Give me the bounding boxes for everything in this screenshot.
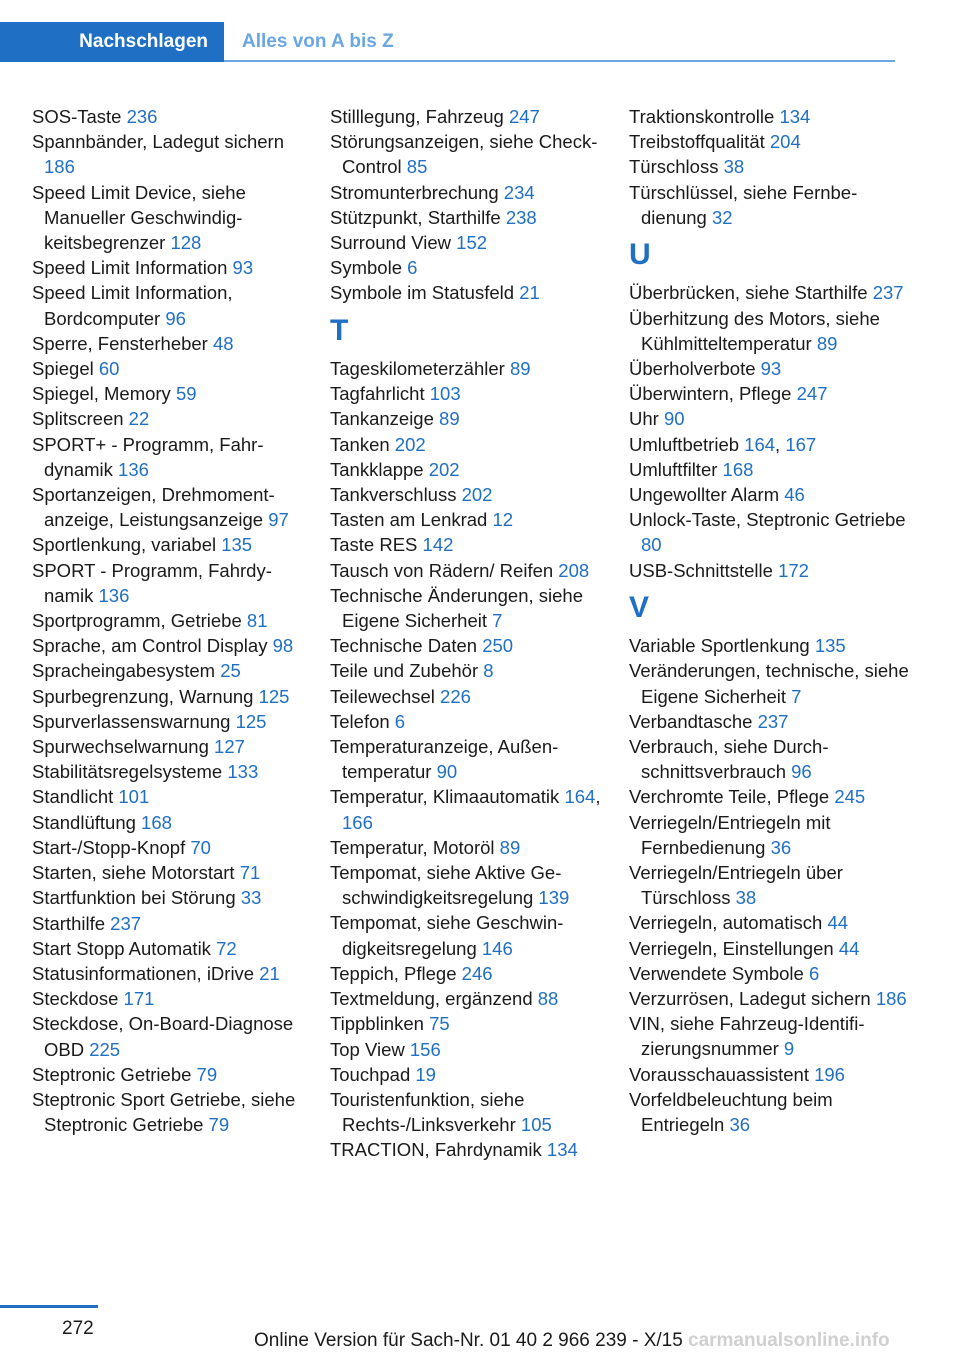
page-reference-link[interactable]: 237	[110, 912, 142, 934]
index-entry	[32, 432, 312, 482]
index-entry-term: Start Stopp Automatik	[32, 937, 217, 959]
page-reference-link[interactable]: 135	[814, 635, 846, 657]
index-entry-term: Startfunktion bei Störung	[32, 887, 241, 909]
page-reference-link[interactable]: 156	[409, 1038, 441, 1060]
page-reference-link[interactable]: 97	[268, 509, 289, 531]
index-entry-term: Stromunterbrechung	[330, 181, 504, 203]
index-entry-term: Stabilitätsregelsysteme	[32, 761, 228, 783]
page-reference-link[interactable]: 238	[505, 206, 537, 228]
index-entry-term: Top View	[330, 1038, 410, 1060]
index-entry	[32, 331, 312, 356]
index-entry	[330, 684, 615, 709]
index-entry-term: Verbrauch, siehe Durchschnittsverbrauch	[629, 736, 829, 783]
index-entry-term: Ungewollter Alarm	[629, 484, 785, 506]
index-entry	[629, 784, 909, 809]
page-reference-link[interactable]: 168	[141, 811, 172, 833]
index-entry-term: Steptronic Getriebe	[32, 1063, 197, 1085]
index-entry	[32, 784, 312, 809]
page-reference-link[interactable]: 25	[220, 660, 241, 682]
index-entry	[32, 633, 312, 658]
index-entry	[32, 1011, 312, 1061]
page-reference-link[interactable]: 21	[519, 282, 540, 304]
index-entry	[32, 810, 312, 835]
index-entry: Temperatur, Klimaautomatik 164, 166	[330, 786, 601, 833]
page-reference-link[interactable]: 204	[769, 131, 801, 153]
index-column-2	[330, 104, 615, 1163]
page-reference-link[interactable]: 134	[779, 106, 811, 127]
page-reference-link[interactable]: 236	[126, 106, 158, 127]
index-entry	[330, 255, 615, 280]
page-reference-link[interactable]: 186	[44, 156, 75, 178]
page-reference-link[interactable]: 8	[483, 660, 494, 682]
index-entry	[330, 482, 615, 507]
index-entry-term: Teppich, Pflege	[330, 962, 462, 984]
page-reference-link[interactable]: 89	[816, 332, 838, 354]
index-entry-term: Temperatur, Klimaautomatik	[330, 786, 565, 808]
index-entry-term: Vorausschauassistent	[629, 1063, 815, 1085]
index-entry-term: Starten, siehe Motorstart	[32, 862, 240, 884]
index-entry-term: Verwendete Symbole	[629, 962, 809, 984]
index-entry	[32, 759, 312, 784]
index-entry	[629, 280, 909, 305]
index-entry	[32, 658, 312, 683]
page-reference-link[interactable]: 6	[808, 962, 820, 984]
index-entry	[32, 911, 312, 936]
index-entry	[32, 104, 312, 129]
index-entry	[32, 406, 312, 431]
index-entry: Umluftbetrieb 164, 167	[629, 433, 817, 455]
index-entry	[629, 658, 909, 708]
page-reference-link[interactable]: 247	[508, 106, 540, 127]
index-letter-heading: U	[629, 238, 651, 272]
index-entry	[330, 532, 615, 557]
index-entry-term: Umluftfilter	[629, 458, 723, 480]
index-entry-term: Technische Änderungen, siehe Eigene Sicherheit	[330, 584, 584, 632]
index-entry	[330, 1062, 615, 1087]
page-reference-link[interactable]: 38	[723, 156, 745, 178]
page-reference-link[interactable]: 36	[729, 1114, 751, 1136]
index-entry-term: Tageskilometerzähler	[330, 358, 510, 380]
index-entry-term: Touchpad	[330, 1063, 416, 1085]
index-entry-term: Traktionskontrolle	[629, 106, 780, 127]
index-entry	[32, 129, 312, 179]
index-entry-term: Verbandtasche	[629, 710, 758, 732]
subsection-tab[interactable]: Alles von A bis Z	[242, 31, 394, 52]
page-reference-link[interactable]: 136	[118, 458, 149, 480]
page-reference-link[interactable]: 250	[482, 635, 514, 657]
page-reference-link[interactable]: 79	[196, 1063, 218, 1085]
index-entry-term: Türschlüssel, siehe Fernbedienung	[629, 181, 858, 228]
page-reference-link[interactable]: 19	[415, 1063, 436, 1085]
index-entry-term: Überbrücken, siehe Starthilfe	[629, 282, 873, 304]
index-entry-term: Symbole im Statusfeld	[330, 282, 520, 304]
index-entry-term: Speed Limit Information, Bordcomputer	[32, 282, 233, 329]
index-entry-term: USB-Schnittstelle	[629, 559, 779, 581]
index-entry-term: Technische Daten	[330, 635, 483, 657]
index-entry	[330, 205, 615, 230]
index-entry	[629, 1062, 909, 1087]
page-reference-link[interactable]: 7	[492, 610, 503, 632]
index-entry	[330, 961, 615, 986]
page-reference-link[interactable]: 125	[258, 685, 290, 707]
index-entry	[330, 734, 615, 784]
index-entry	[629, 482, 909, 507]
index-entry-term: VIN, siehe Fahrzeug-Identifizierungsnummer	[629, 1013, 865, 1060]
index-entry-term: Verriegeln, Einstellungen	[629, 937, 839, 959]
index-entry	[629, 734, 909, 784]
index-entry-term: Tankanzeige	[330, 408, 440, 430]
index-entry	[330, 432, 615, 457]
page-reference-link[interactable]: 48	[212, 332, 234, 354]
page-reference-link[interactable]: 75	[429, 1013, 450, 1035]
index-entry-term: Starthilfe	[32, 912, 111, 934]
index-entry-term: Steptronic Sport Getriebe, siehe Steptronic Getriebe	[32, 1088, 296, 1136]
index-entry	[629, 1011, 909, 1061]
page-reference-link[interactable]: 96	[791, 761, 812, 783]
page-reference-link[interactable]: 89	[439, 408, 460, 430]
index-entry	[330, 507, 615, 532]
index-entry-term: Sportprogramm, Getriebe	[32, 610, 247, 632]
page-reference-link[interactable]: 7	[791, 685, 802, 707]
index-entry	[629, 356, 909, 381]
index-entry-term: Symbole	[330, 257, 408, 279]
index-entry	[330, 910, 615, 960]
index-entry-term: Touristenfunktion, siehe Rechts-/Linksverkehr	[330, 1088, 525, 1136]
page-reference-link[interactable]: 133	[227, 761, 259, 783]
index-entry-term: Standlüftung	[32, 811, 142, 833]
index-entry	[32, 885, 312, 910]
page-reference-link[interactable]: 59	[175, 383, 197, 405]
index-entry-term: Steckdose	[32, 988, 124, 1010]
index-entry-term: Statusinformationen, iDrive	[32, 962, 260, 984]
page-reference-link[interactable]: 12	[492, 509, 514, 531]
index-entry	[32, 482, 312, 532]
index-column-3	[629, 104, 909, 1137]
page-reference-link[interactable]: 71	[239, 862, 261, 884]
index-entry	[629, 558, 909, 583]
index-entry-term: Tausch von Rädern/ Reifen	[330, 559, 559, 581]
page-reference-link[interactable]: 142	[422, 534, 454, 556]
index-entry-term: Spiegel	[32, 358, 99, 380]
page-reference-link[interactable]: 93	[760, 358, 782, 380]
page-reference-link[interactable]: 22	[128, 408, 150, 430]
page-reference-link[interactable]: 101	[118, 786, 150, 808]
page-reference-link[interactable]: 90	[663, 408, 685, 430]
index-entry	[32, 1087, 312, 1137]
watermark: carmanualsonline.info	[688, 1330, 890, 1351]
page-reference-link[interactable]: 9	[783, 1038, 795, 1060]
index-entry	[32, 684, 312, 709]
index-entry-term: SOS-Taste	[32, 106, 127, 127]
index-entry-term: SPORT+ - Programm, Fahrdynamik	[32, 433, 264, 480]
page-reference-link[interactable]: 237	[872, 282, 904, 304]
index-entry	[629, 381, 909, 406]
index-entry-term: Sperre, Fensterheber	[32, 332, 213, 354]
index-entry-term: Tempomat, siehe Aktive Geschwindigkeitsregelung	[330, 862, 562, 909]
page-reference-link[interactable]: 33	[240, 887, 262, 909]
index-entry	[629, 709, 909, 734]
index-entry-term: Störungsanzeigen, siehe Check-Control	[330, 131, 598, 178]
index-entry-term: Unlock-Taste, Steptronic Getriebe	[629, 509, 906, 531]
index-entry-term: Verriegeln, automatisch	[629, 912, 828, 934]
page-reference-link[interactable]: 246	[461, 962, 493, 984]
index-entry	[32, 986, 312, 1011]
page-reference-link[interactable]: 72	[216, 937, 237, 959]
footer-note: Online Version für Sach-Nr. 01 40 2 966 239 - X/15	[254, 1330, 683, 1351]
index-entry-term: Verzurrösen, Ladegut sichern	[629, 988, 876, 1010]
page-reference-link[interactable]: 164	[564, 786, 596, 808]
page-reference-link[interactable]: 136	[98, 584, 130, 606]
index-entry	[330, 633, 615, 658]
index-entry	[32, 356, 312, 381]
index-entry-term: Temperaturanzeige, Außentemperatur	[330, 736, 559, 783]
index-entry-term: Umluftbetrieb	[629, 433, 745, 455]
index-entry	[32, 255, 312, 280]
index-entry	[330, 860, 615, 910]
index-entry	[330, 658, 615, 683]
index-entry	[32, 180, 312, 256]
page-reference-link[interactable]: 70	[190, 836, 211, 858]
index-entry-term: Steckdose, On-Board-Diagnose OBD	[32, 1013, 294, 1060]
index-entry-term: Temperatur, Motoröl	[330, 836, 500, 858]
page-reference-link[interactable]: 202	[394, 433, 426, 455]
index-entry	[330, 381, 615, 406]
page-reference-link[interactable]: 80	[641, 534, 662, 556]
index-letter-heading: V	[629, 590, 650, 624]
index-entry-term: Verriegeln/Entriegeln über Türschloss	[629, 862, 843, 909]
page-reference-link[interactable]: 89	[509, 358, 531, 380]
index-entry	[629, 507, 909, 557]
index-entry-term: Telefon	[330, 710, 395, 732]
page-reference-link[interactable]: 36	[770, 836, 792, 858]
index-entry	[32, 734, 312, 759]
index-entry	[330, 457, 615, 482]
page-reference-link[interactable]: 186	[875, 988, 907, 1010]
index-entry-term: Tagfahrlicht	[330, 383, 430, 405]
page-reference-link[interactable]: 44	[838, 937, 860, 959]
page-reference-link[interactable]: 38	[735, 887, 757, 909]
index-entry-term: Stützpunkt, Starthilfe	[330, 206, 506, 228]
index-letter-heading: T	[330, 313, 349, 347]
page-reference-link[interactable]: 6	[394, 710, 406, 732]
index-entry-term: Teile und Zubehör	[330, 660, 484, 682]
page-reference-link[interactable]: 226	[440, 685, 471, 707]
page-reference-link[interactable]: 202	[428, 458, 460, 480]
index-entry	[32, 608, 312, 633]
page-reference-link[interactable]: 21	[259, 962, 280, 984]
section-tab[interactable]: Nachschlagen	[0, 22, 224, 62]
index-entry-term: Tasten am Lenkrad	[330, 509, 493, 531]
page-reference-link[interactable]: 167	[785, 433, 817, 455]
index-entry-term: Splitscreen	[32, 408, 129, 430]
page-reference-link[interactable]: 139	[538, 887, 570, 909]
page-reference-link[interactable]: 135	[221, 534, 253, 556]
index-entry	[629, 961, 909, 986]
index-entry-term: Textmeldung, ergänzend	[330, 988, 538, 1010]
page-reference-link[interactable]: 225	[89, 1038, 121, 1060]
footer-divider	[0, 1305, 98, 1308]
page-reference-link[interactable]: 202	[461, 484, 493, 506]
page-reference-link[interactable]: 208	[558, 559, 590, 581]
page-reference-link[interactable]: 89	[499, 836, 521, 858]
index-entry	[330, 104, 615, 129]
index-entry-term: Spannbänder, Ladegut sichern	[32, 131, 285, 153]
index-entry-term: Veränderungen, technische, siehe Eigene Sicherheit	[629, 660, 909, 707]
index-entry	[330, 1011, 615, 1036]
index-entry-term: Verriegeln/Entriegeln mit Fernbedienung	[629, 811, 831, 858]
index-entry	[32, 709, 312, 734]
index-entry-term: Tanken	[330, 433, 395, 455]
page-reference-link[interactable]: 81	[246, 610, 268, 632]
index-entry	[629, 860, 909, 910]
index-entry-term: Überhitzung des Motors, siehe Kühlmitteltemperatur	[629, 307, 880, 354]
page-reference-link[interactable]: 237	[757, 710, 789, 732]
index-entry-term: Sprache, am Control Display	[32, 635, 273, 657]
page-reference-link[interactable]: 96	[165, 307, 186, 329]
page-reference-link[interactable]: 60	[98, 358, 120, 380]
index-entry	[629, 129, 909, 154]
page-reference-link[interactable]: 164	[744, 433, 776, 455]
index-entry	[330, 1087, 615, 1137]
index-entry-term: Tankverschluss	[330, 484, 462, 506]
index-entry-term: Spurwechselwarnung	[32, 736, 215, 758]
page-reference-link[interactable]: 79	[208, 1114, 230, 1136]
index-entry	[330, 230, 615, 255]
page-reference-link[interactable]: 168	[722, 458, 754, 480]
index-entry-term: Stilllegung, Fahrzeug	[330, 106, 509, 127]
page-reference-link[interactable]: 93	[232, 257, 254, 279]
index-entry	[330, 558, 615, 583]
index-column-1	[32, 104, 312, 1137]
page-reference-link[interactable]: 134	[546, 1139, 578, 1161]
index-entry-term: Tempomat, siehe Geschwindigkeitsregelung	[330, 912, 564, 959]
index-entry	[629, 180, 909, 230]
index-entry	[330, 835, 615, 860]
index-entry-term: Türschloss	[629, 156, 724, 178]
page-reference-link[interactable]: 32	[711, 206, 733, 228]
index-entry-term: Tankklappe	[330, 458, 429, 480]
index-entry	[32, 532, 312, 557]
index-entry-term: Standlicht	[32, 786, 119, 808]
page-reference-link[interactable]: 172	[778, 559, 809, 581]
index-entry	[629, 633, 909, 658]
page-reference-link[interactable]: 98	[272, 635, 294, 657]
index-entry-term: Taste RES	[330, 534, 423, 556]
page-reference-link[interactable]: 152	[456, 232, 488, 254]
index-entry-term: Sportlenkung, variabel	[32, 534, 222, 556]
index-entry	[330, 180, 615, 205]
page-header	[0, 22, 895, 62]
index-entry	[32, 381, 312, 406]
index-entry	[629, 936, 909, 961]
index-entry-term: Spurbegrenzung, Warnung	[32, 685, 259, 707]
page-reference-link[interactable]: 88	[537, 988, 559, 1010]
page-reference-link[interactable]: 125	[235, 710, 267, 732]
index-entry	[330, 583, 615, 633]
index-entry	[629, 154, 909, 179]
header-divider	[224, 60, 895, 62]
page-reference-link[interactable]: 44	[827, 912, 849, 934]
page-reference-link[interactable]: 127	[214, 736, 245, 758]
page-reference-link[interactable]: 166	[342, 811, 373, 833]
index-entry-term: Spiegel, Memory	[32, 383, 176, 405]
index-entry	[330, 709, 615, 734]
page-reference-link[interactable]: 105	[520, 1114, 552, 1136]
index-entry	[32, 558, 312, 608]
page-reference-link[interactable]: 90	[436, 761, 458, 783]
index-entry	[330, 986, 615, 1011]
index-entry	[629, 104, 909, 129]
index-entry-term: SPORT - Programm, Fahrdynamik	[32, 559, 272, 606]
index-entry-term: Surround View	[330, 232, 457, 254]
index-entry	[629, 910, 909, 935]
index-entry-term: Speed Limit Information	[32, 257, 233, 279]
page-reference-link[interactable]: 234	[503, 181, 535, 203]
index-entry	[32, 961, 312, 986]
index-entry-term: Tippblinken	[330, 1013, 430, 1035]
index-entry-term: Überwintern, Pflege	[629, 383, 797, 405]
index-entry	[629, 986, 909, 1011]
index-entry	[330, 129, 615, 179]
index-entry	[629, 306, 909, 356]
index-entry	[629, 457, 909, 482]
index-entry-term: Treibstoffqualität	[629, 131, 770, 153]
index-entry-term: Sportanzeigen, Drehmomentanzeige, Leistungsanzeige	[32, 484, 275, 531]
index-entry	[32, 1062, 312, 1087]
index-entry-term: Variable Sportlenkung	[629, 635, 815, 657]
page-reference-link[interactable]: 6	[407, 257, 418, 279]
page-reference-link[interactable]: 85	[406, 156, 428, 178]
index-entry-term: Uhr	[629, 408, 664, 430]
index-entry	[629, 1087, 909, 1137]
index-entry	[330, 280, 615, 305]
index-entry	[32, 835, 312, 860]
index-entry	[32, 280, 312, 330]
index-entry	[629, 810, 909, 860]
page-reference-link[interactable]: 245	[834, 786, 866, 808]
index-entry-term: Spurverlassenswarnung	[32, 710, 236, 732]
index-entry-term: Vorfeldbeleuchtung beim Entriegeln	[629, 1088, 833, 1136]
index-entry-term: Speed Limit Device, siehe Manueller Geschwindigkeitsbegrenzer	[32, 181, 246, 254]
page-reference-link[interactable]: 128	[170, 232, 202, 254]
index-entry	[330, 1037, 615, 1062]
index-entry	[330, 356, 615, 381]
index-entry-term: Verchromte Teile, Pflege	[629, 786, 835, 808]
index-entry-term: Start-/Stopp-Knopf	[32, 836, 191, 858]
page-reference-link[interactable]: 46	[784, 484, 805, 506]
index-entry	[330, 406, 615, 431]
index-entry-term: Überholverbote	[629, 358, 761, 380]
index-entry-term: Teilewechsel	[330, 685, 441, 707]
index-entry	[32, 860, 312, 885]
page-reference-link[interactable]: 247	[796, 383, 828, 405]
page-number: 272	[62, 1318, 94, 1339]
index-entry-term: Spracheingabesystem	[32, 660, 221, 682]
index-entry	[629, 406, 909, 431]
index-entry	[330, 1137, 615, 1162]
page-reference-link[interactable]: 103	[429, 383, 461, 405]
page-reference-link[interactable]: 146	[481, 937, 513, 959]
page-reference-link[interactable]: 171	[123, 988, 155, 1010]
index-entry-term: TRACTION, Fahrdynamik	[330, 1139, 547, 1161]
page-reference-link[interactable]: 196	[814, 1063, 845, 1085]
index-entry	[32, 936, 312, 961]
